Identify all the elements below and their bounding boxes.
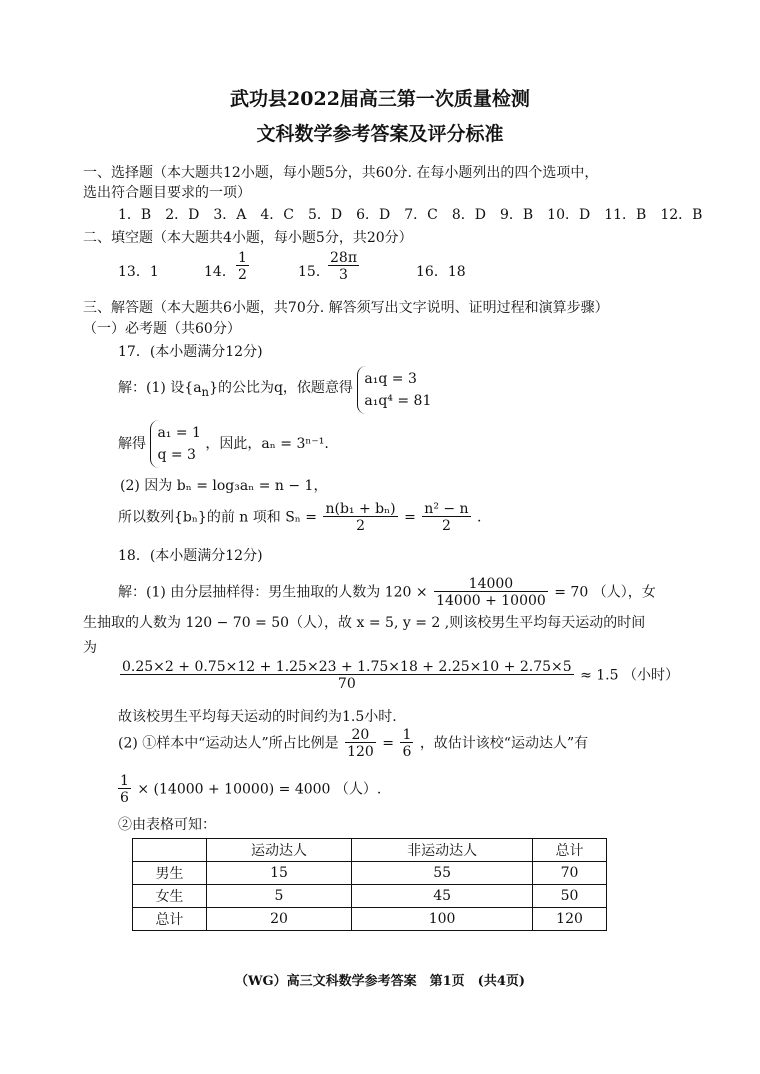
table-row [133, 862, 607, 885]
answer-15-label: 15． [298, 264, 330, 280]
q18-est-num: 1 [120, 773, 129, 789]
table-header-cell: 总计 [533, 839, 607, 862]
answer-14-fraction [234, 251, 251, 282]
statistics-table [132, 838, 607, 931]
q17-system [357, 366, 431, 414]
table-cell: 15 [206, 862, 351, 885]
page-footer: （WG）高三文科数学参考答案 第1页 (共4页) [234, 974, 526, 989]
answer-14-label: 14． [204, 264, 236, 280]
q18-line1-suffix: = 70 （人），女 [554, 584, 656, 601]
table-cell: 120 [533, 908, 607, 931]
section2-header: 二、填空题（本大题共4小题，每小题5分，共20分） [83, 230, 413, 246]
q18-line1 [118, 577, 656, 608]
q17-sum: 所以数列{bₙ}的前 n 项和 Sₙ = $\frac{\text{n(b₁ + bₙ)}}{2}$ = $\frac{\text{n² − n}}{2}$ . [118, 501, 482, 534]
q18-line2: 生抽取的人数为 120 − 70 = 50（人），故 x = 5, y = 2 ,则该校男生平均每天运动的时间 [83, 615, 646, 631]
answer-15-fraction [326, 251, 361, 282]
q17-sol1-mid: }的公比为q，依题意得 [209, 380, 353, 397]
q17-eq1: a₁q = 3 [364, 371, 417, 387]
q17-sol1-prefix: 解：(1) 设{a [118, 380, 202, 397]
q17-eq2: a₁q⁴ = 81 [364, 393, 432, 409]
q18-line1-num: 14000 [468, 576, 514, 592]
q18-mean-formula [118, 660, 679, 691]
page-subtitle: 文科数学参考答案及评分标准 [256, 123, 504, 145]
answer-13: 13．1 [118, 264, 159, 280]
table-cell: 女生 [133, 885, 207, 908]
q18-p2-f1-den: 120 [347, 744, 374, 760]
q18-table-intro: ②由表格可知： [118, 817, 216, 833]
q18-p2-f2-den: 6 [402, 744, 412, 760]
answer-15-den: 3 [328, 265, 359, 282]
q18-conclusion: 故该校男生平均每天运动的时间约为1.5小时. [118, 709, 397, 725]
q17-sum-f2-den: 2 [422, 516, 470, 533]
q18-est-den: 6 [120, 790, 129, 806]
table-row [133, 885, 607, 908]
q17-sum-f1-num: n(b₁ + bₙ) [325, 501, 396, 517]
q18-header: 18．(本小题满分12分) [118, 548, 263, 564]
section1-header-cont: 选出符合题目要求的一项） [83, 185, 251, 201]
table-cell: 20 [206, 908, 351, 931]
answer-15-num: 28π [330, 250, 358, 266]
table-header-cell: 非运动达人 [352, 839, 533, 862]
answer-14-den: 2 [238, 267, 247, 283]
q17-sum-prefix: 所以数列{bₙ}的前 n 项和 Sₙ = [118, 509, 318, 526]
q17-res2: q = 3 [157, 447, 196, 463]
table-cell: 50 [533, 885, 607, 908]
table-cell: 男生 [133, 862, 207, 885]
section3-part1: （一）必考题（共60分） [83, 321, 241, 337]
answer-16: 16．18 [416, 264, 466, 280]
table-cell: 5 [206, 885, 351, 908]
q17-solve [118, 420, 329, 468]
q18-est-rest: × (14000 + 10000) = 4000 （人）. [137, 781, 382, 798]
table-cell: 70 [533, 862, 607, 885]
q17-solve-suffix: ，因此，aₙ = 3ⁿ⁻¹. [205, 436, 329, 452]
section1-header: 一、选择题（本大题共12小题，每小题5分，共60分. 在每小题列出的四个选项中， [83, 165, 599, 181]
q18-line1-prefix: 解：(1) 由分层抽样得：男生抽取的人数为 120 × [118, 584, 428, 601]
q18-part2: (2) ①样本中“运动达人”所占比例是 $\frac{20}{120}$ = $\frac{1}{6}$ ，故估计该校“运动达人”有 [118, 727, 589, 760]
section3-header: 三、解答题（本大题共6小题，共70分. 解答须写出文字说明、证明过程和演算步骤） [83, 300, 609, 316]
q18-p2-f1-num: 20 [351, 727, 370, 743]
q18-mean-den: 70 [120, 674, 574, 691]
table-cell: 100 [352, 908, 533, 931]
q18-line3: 为 [83, 640, 97, 656]
q18-part2-prefix: (2) ①样本中“运动达人”所占比例是 [118, 735, 339, 752]
table-row [133, 908, 607, 931]
choice-answers: 1．B 2．D 3．A 4．C 5．D 6．D 7．C 8．D 9．B 10．D 11．B 12．B [118, 207, 703, 223]
table-header-row [133, 839, 607, 862]
q18-p2-f2-num: 1 [402, 727, 412, 743]
q18-mean-suffix: ≈ 1.5 （小时） [580, 667, 679, 684]
answer-14-num: 1 [238, 250, 247, 266]
table-cell: 45 [352, 885, 533, 908]
table-header-cell [133, 839, 207, 862]
q18-part2-suffix: ，故估计该校“运动达人”有 [419, 735, 589, 752]
q17-solve-prefix: 解得 [118, 436, 146, 452]
q17-part1: 解：(1) 设$\{a_n\}$的公比为q，依题意得 a₁q = 3 a₁q⁴ = 81 [118, 366, 431, 414]
q17-res1: a₁ = 1 [157, 425, 201, 441]
table-header-cell: 运动达人 [206, 839, 351, 862]
table-cell: 总计 [133, 908, 207, 931]
q18-line1-den: 14000 + 10000 [436, 593, 546, 609]
table-cell: 55 [352, 862, 533, 885]
page-title: 武功县2022届高三第一次质量检测 [230, 88, 530, 110]
fill-answers [118, 251, 518, 293]
q18-mean-num: 0.25×2 + 0.75×12 + 1.25×23 + 1.75×18 + 2.25×10 + 2.75×5 [122, 659, 572, 675]
q17-header: 17．(本小题满分12分) [118, 344, 263, 360]
q17-sum-f2-num: n² − n [424, 501, 469, 517]
q17-result-system [150, 420, 201, 468]
q17-part2: (2) 因为 bₙ = log₃aₙ = n − 1， [120, 478, 328, 494]
q18-estimate [116, 774, 381, 805]
q17-sum-f1-den: 2 [323, 516, 397, 533]
